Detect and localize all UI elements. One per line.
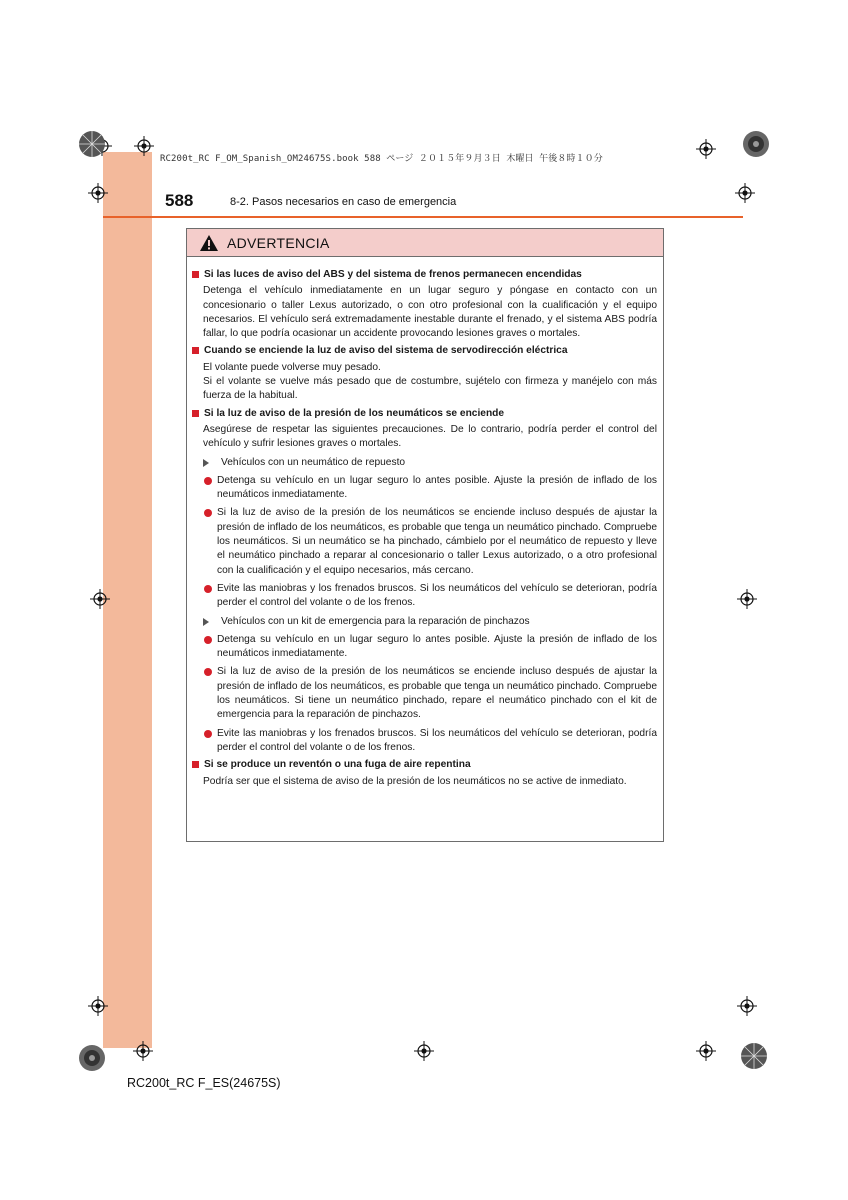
round-bullet-icon (204, 477, 212, 485)
list-item-text: Si la luz de aviso de la presión de los neumáticos se enciende incluso después de ajustar la presión de inflado de los neumáticos, es probable que tenga un neumático pinchado. Compruebe los neumáticos. Si un neumático se ha pinchado, cámbielo por el neumático de repuesto y lleve el neumático pinchado a reparar al concesionario o taller Lexus autorizado, o a otro profesional con la cualificación y el equipo necesarios, más cercano. (217, 507, 657, 576)
paragraph-text: Detenga el vehículo inmediatamente en un lugar seguro y póngase en contacto con un concesionario o taller Lexus autorizado, o con otro profesional con la cualificación y el equipo necesarios. El vehículo será extremadamente inestable durante el frenado, y el sistema ABS podría fallar, lo que podría ocasionar un accidente provocando lesiones graves o mortales. (203, 285, 657, 340)
warning-title: ADVERTENCIA (227, 234, 330, 251)
color-target-icon (740, 1042, 768, 1070)
registration-mark-icon (735, 183, 755, 203)
square-bullet-icon (192, 410, 199, 417)
list-item-text: Detenga su vehículo en un lugar seguro lo antes posible. Ajuste la presión de inflado de los neumáticos inmediatamente. (217, 474, 657, 501)
registration-mark-icon (696, 139, 716, 159)
header-rule (103, 216, 743, 218)
registration-mark-icon (134, 136, 154, 156)
side-color-tab (103, 152, 152, 1048)
square-bullet-icon (192, 347, 199, 354)
topic-heading (192, 407, 657, 421)
triangle-pointer-icon (203, 618, 215, 626)
registration-mark-icon (88, 183, 108, 203)
registration-mark-icon (737, 589, 757, 609)
topic-heading-text: Si las luces de aviso del ABS y del sistema de frenos permanecen encendidas (204, 269, 582, 280)
list-item (203, 665, 657, 722)
paragraph-text: El volante puede volverse muy pesado. (203, 361, 381, 373)
topic-heading (192, 344, 657, 358)
list-item (203, 582, 657, 611)
round-bullet-icon (204, 509, 212, 517)
list-item-text: Evite las maniobras y los frenados bruscos. Si los neumáticos del vehículo se deterioran, podría perder el control del volante o de los frenos. (217, 727, 657, 753)
registration-mark-icon (90, 589, 110, 609)
round-bullet-icon (204, 668, 212, 676)
subsection-label (203, 456, 657, 470)
topic-paragraph (203, 284, 657, 341)
list-item (203, 727, 657, 756)
topic-paragraph (203, 423, 657, 452)
subsection-label (203, 615, 657, 629)
registration-mark-icon (696, 1041, 716, 1061)
registration-mark-icon (414, 1041, 434, 1061)
topic-heading (192, 268, 657, 282)
registration-mark-icon (133, 1041, 153, 1061)
topic-heading-text: Si se produce un reventón o una fuga de aire repentina (204, 759, 471, 771)
round-bullet-icon (204, 636, 212, 644)
topic-heading-text: Cuando se enciende la luz de aviso del sistema de servodirección eléctrica (204, 345, 568, 357)
warning-triangle-icon (199, 234, 219, 252)
subsection-label-text: Vehículos con un kit de emergencia para la reparación de pinchazos (221, 615, 530, 627)
list-item-text: Detenga su vehículo en un lugar seguro lo antes posible. Ajuste la presión de inflado de los neumáticos inmediatamente. (217, 633, 657, 660)
footer-model-code: RC200t_RC F_ES(24675S) (127, 1076, 281, 1090)
square-bullet-icon (192, 271, 199, 278)
list-item-text: Si la luz de aviso de la presión de los neumáticos se enciende incluso después de ajustar la presión de inflado de los neumáticos, es probable que tenga un neumático pinchado. Compruebe los neumáticos. Si tiene un neumático pinchado, repare el neumático pinchado con el kit de emergencia para la reparación de pinchazos. (217, 666, 657, 721)
round-bullet-icon (204, 730, 212, 738)
paragraph-text: Asegúrese de respetar las siguientes precauciones. De lo contrario, podría perder el control del vehículo y sufrir lesiones graves o mortales. (203, 423, 657, 450)
round-bullet-icon (204, 585, 212, 593)
paragraph-text: Podría ser que el sistema de aviso de la presión de los neumáticos no se active de inmediato. (203, 775, 627, 787)
page-number: 588 (165, 191, 194, 210)
warning-body (187, 257, 663, 789)
square-bullet-icon (192, 761, 199, 768)
color-target-icon (78, 1044, 106, 1072)
registration-mark-icon (737, 996, 757, 1016)
color-target-icon (742, 130, 770, 158)
list-item (203, 474, 657, 503)
print-info-line: RC200t_RC F_OM_Spanish_OM24675S.book 588 ページ ２０１５年９月３日 木曜日 午後８時１０分 (160, 154, 603, 164)
list-item (203, 633, 657, 662)
subsection-label-text: Vehículos con un neumático de repuesto (221, 456, 406, 468)
triangle-pointer-icon (203, 459, 215, 467)
section-title: 8-2. Pasos necesarios en caso de emergencia (230, 196, 457, 208)
warning-box (186, 228, 664, 842)
topic-heading-text: Si la luz de aviso de la presión de los neumáticos se enciende (204, 407, 505, 419)
list-item (203, 506, 657, 577)
topic-paragraph (203, 361, 657, 404)
color-target-icon (78, 130, 106, 158)
paragraph-text: Si el volante se vuelve más pesado que de costumbre, sujételo con firmeza y manéjelo con más fuerza de la habitual. (203, 376, 657, 402)
warning-header (187, 229, 663, 257)
topic-heading (192, 758, 657, 772)
list-item-text: Evite las maniobras y los frenados bruscos. Si los neumáticos del vehículo se deterioran, podría perder el control del volante o de los frenos. (217, 582, 657, 609)
registration-mark-icon (88, 996, 108, 1016)
topic-paragraph (203, 775, 657, 789)
